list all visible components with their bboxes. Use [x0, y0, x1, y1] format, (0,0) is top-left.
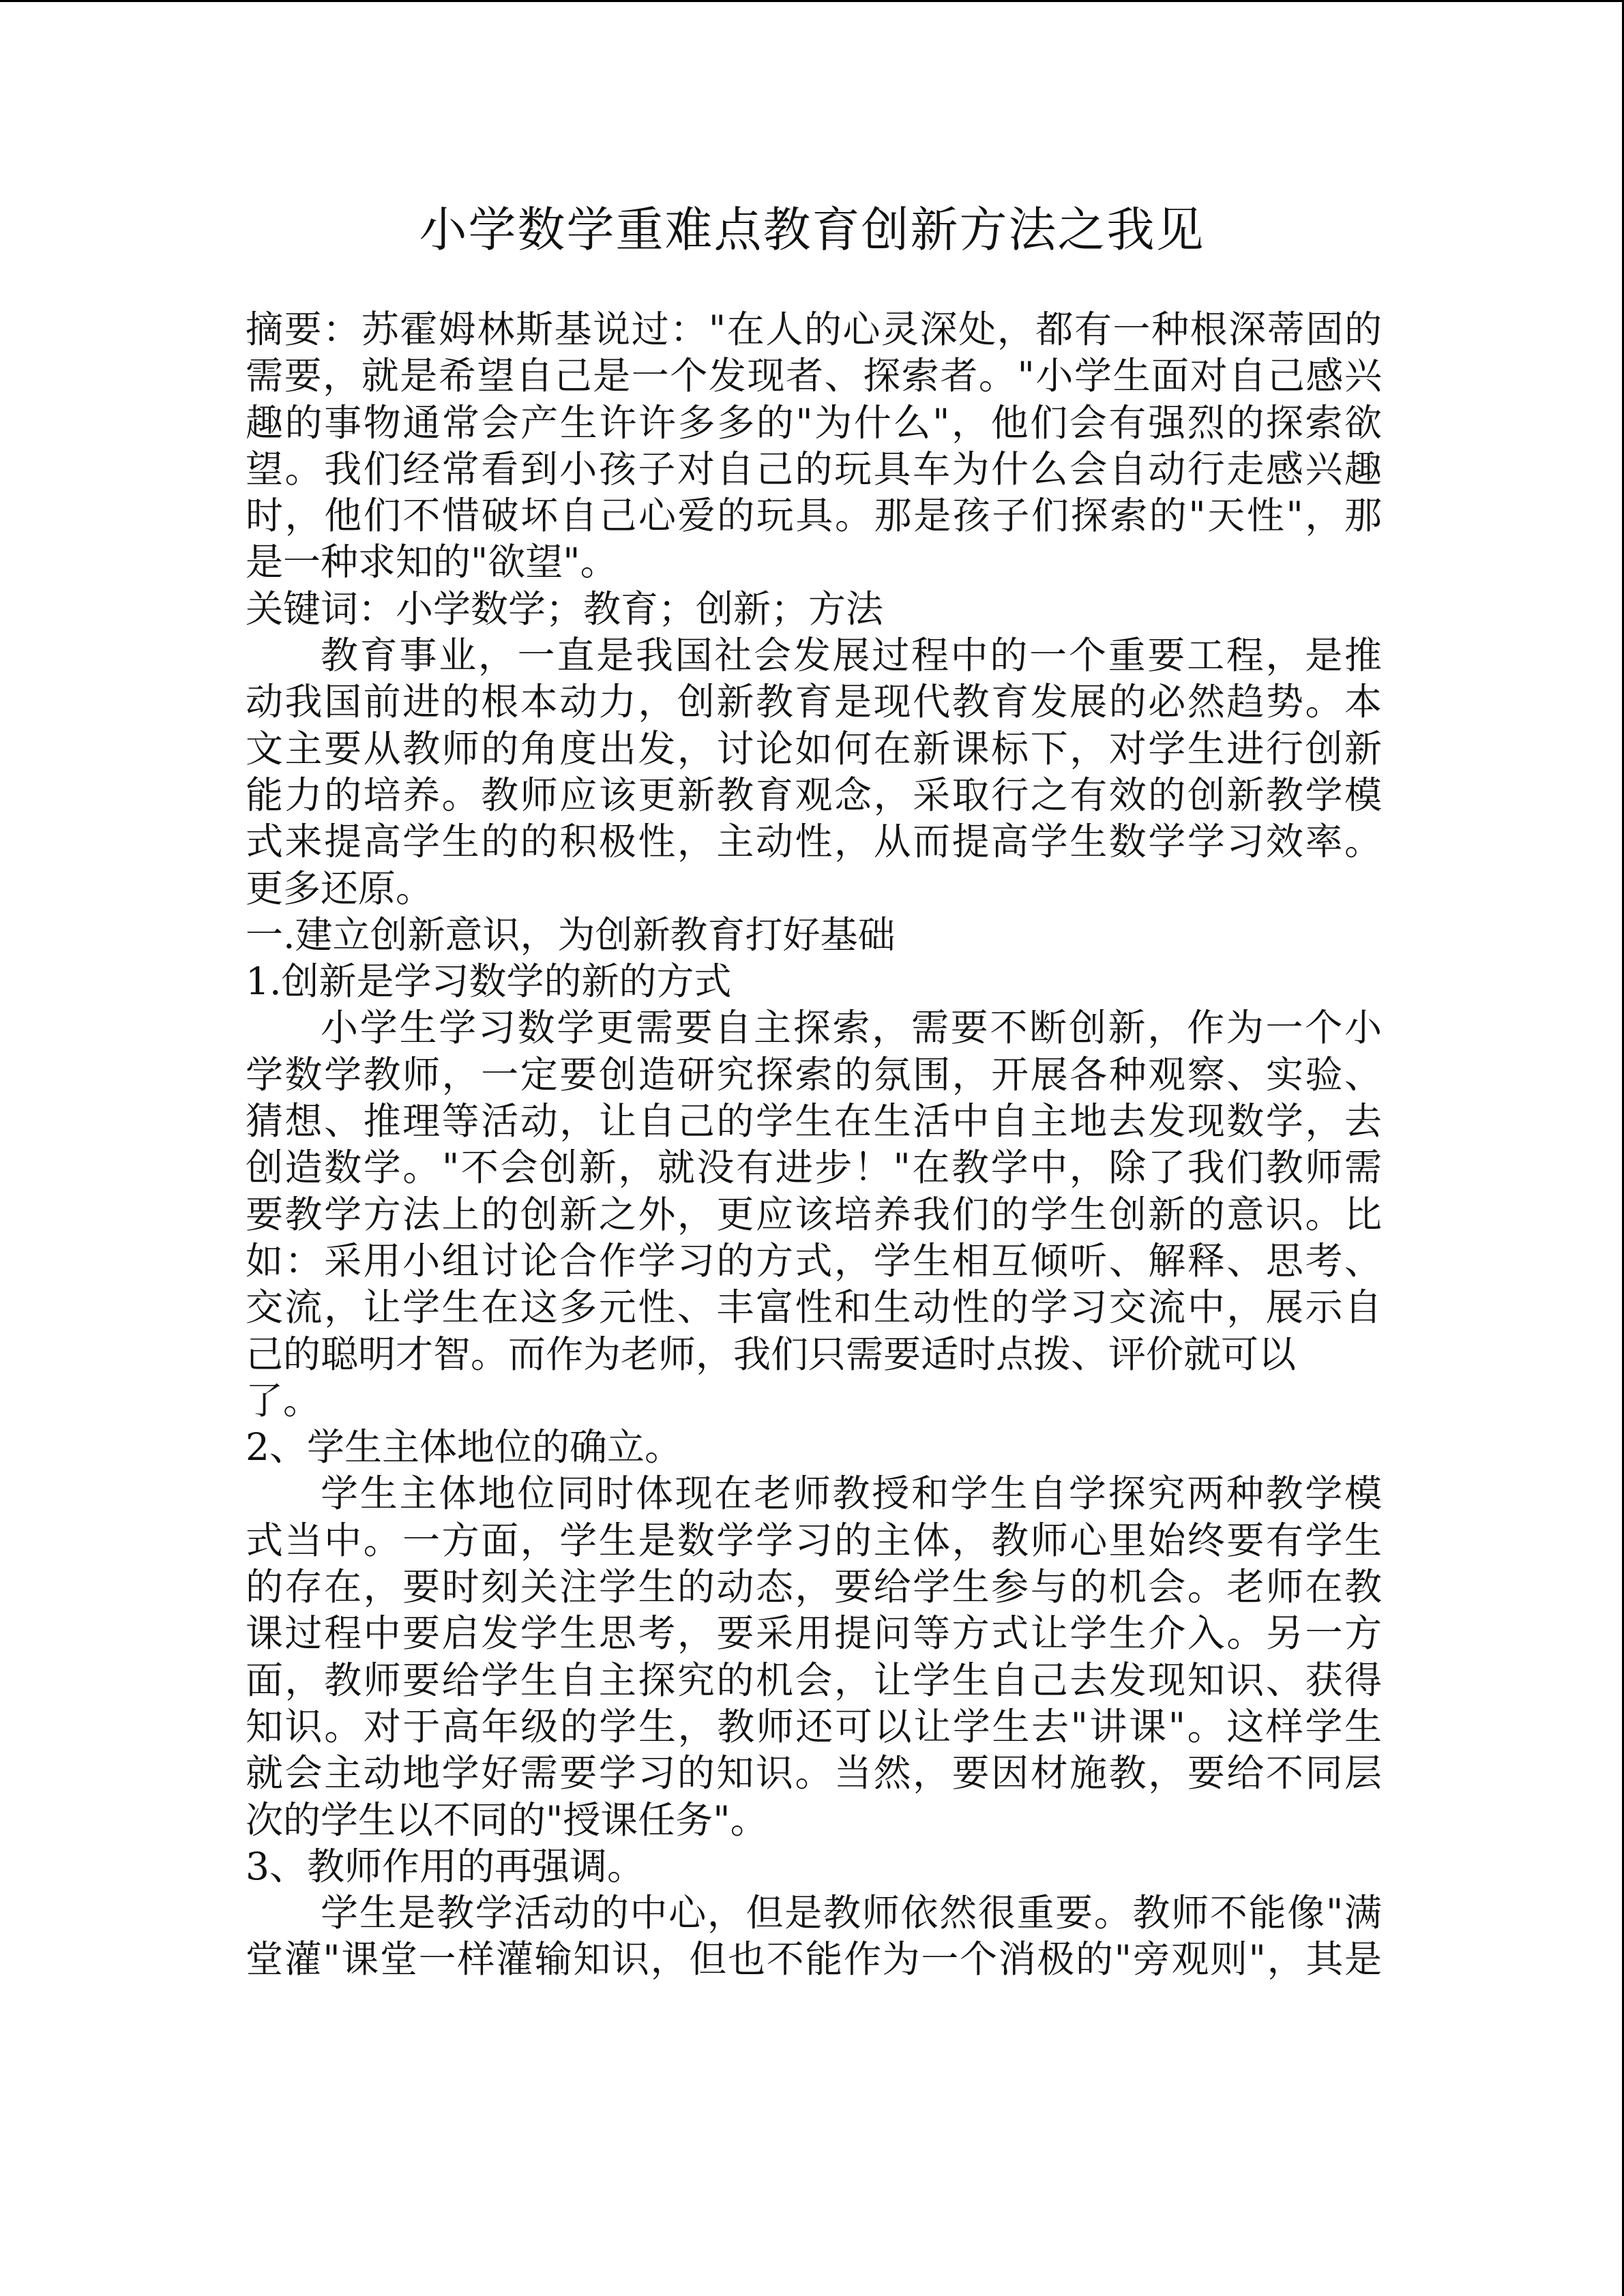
text-line: 学生主体地位同时体现在老师教授和学生自学探究两种教学模	[321, 1472, 1382, 1516]
text-line: 一.建立创新意识，为创新教育打好基础	[246, 912, 896, 957]
text-line: 创造数学。"不会创新，就没有进步！"在教学中，除了我们教师需	[246, 1146, 1382, 1190]
text-line: 猜想、推理等活动，让自己的学生在生活中自主地去发现数学，去	[246, 1099, 1382, 1144]
text-line: 3、教师作用的再强调。	[246, 1844, 645, 1888]
text-line: 己的聪明才智。而作为老师，我们只需要适时点拨、评价就可以	[246, 1332, 1297, 1376]
text-line: 需要，就是希望自己是一个发现者、探索者。"小学生面对自己感兴	[246, 354, 1382, 398]
text-line: 式来提高学生的的积极性，主动性，从而提高学生数学学习效率。	[246, 820, 1382, 864]
text-line: 教育事业，一直是我国社会发展过程中的一个重要工程，是推	[321, 633, 1382, 678]
text-line: 堂灌"课堂一样灌输知识，但也不能作为一个消极的"旁观则"，其是	[246, 1937, 1382, 1982]
text-line: 知识。对于高年级的学生，教师还可以让学生去"讲课"。这样学生	[246, 1704, 1382, 1748]
text-line: 式当中。一方面，学生是数学学习的主体，教师心里始终要有学生	[246, 1518, 1382, 1562]
text-line: 时，他们不惜破坏自己心爱的玩具。那是孩子们探索的"天性"，那	[246, 494, 1382, 538]
text-line: 摘要：苏霍姆林斯基说过："在人的心灵深处，都有一种根深蒂固的	[246, 308, 1382, 351]
text-line: 小学生学习数学更需要自主探索，需要不断创新，作为一个小	[321, 1006, 1382, 1050]
document-title: 小学数学重难点教育创新方法之我见	[419, 202, 1205, 258]
text-line: 是一种求知的"欲望"。	[246, 540, 618, 584]
document-body	[246, 306, 1382, 1983]
text-line: 的存在，要时刻关注学生的动态，要给学生参与的机会。老师在教	[246, 1565, 1382, 1609]
text-line: 就会主动地学好需要学习的知识。当然，要因材施教，要给不同层	[246, 1751, 1382, 1795]
text-line: 1.创新是学习数学的新的方式	[246, 959, 732, 1004]
text-line: 要教学方法上的创新之外，更应该培养我们的学生创新的意识。比	[246, 1192, 1382, 1236]
text-line: 学生是教学活动的中心，但是教师依然很重要。教师不能像"满	[321, 1891, 1382, 1935]
text-line: 望。我们经常看到小孩子对自己的玩具车为什么会自动行走感兴趣	[246, 447, 1382, 491]
text-line: 趣的事物通常会产生许许多多的"为什么"，他们会有强烈的探索欲	[246, 400, 1382, 445]
text-line: 动我国前进的根本动力，创新教育是现代教育发展的必然趋势。本	[246, 680, 1382, 724]
text-line: 关键词：小学数学；教育；创新；方法	[246, 586, 884, 631]
text-line: 了。	[246, 1378, 321, 1422]
text-line: 能力的培养。教师应该更新教育观念，采取行之有效的创新教学模	[246, 773, 1382, 817]
text-line: 如：采用小组讨论合作学习的方式，学生相互倾听、解释、思考、	[246, 1238, 1382, 1283]
text-line: 交流，让学生在这多元性、丰富性和生动性的学习交流中，展示自	[246, 1285, 1382, 1330]
text-line: 2、学生主体地位的确立。	[246, 1425, 682, 1470]
text-line: 文主要从教师的角度出发，讨论如何在新课标下，对学生进行创新	[246, 726, 1382, 771]
text-line: 次的学生以不同的"授课任务"。	[246, 1798, 768, 1842]
text-line: 课过程中要启发学生思考，要采用提问等方式让学生介入。另一方	[246, 1611, 1382, 1656]
text-line: 学数学教师，一定要创造研究探索的氛围，开展各种观察、实验、	[246, 1052, 1382, 1097]
text-line: 更多还原。	[246, 866, 434, 910]
text-line: 面，教师要给学生自主探究的机会，让学生自己去发现知识、获得	[246, 1658, 1382, 1702]
